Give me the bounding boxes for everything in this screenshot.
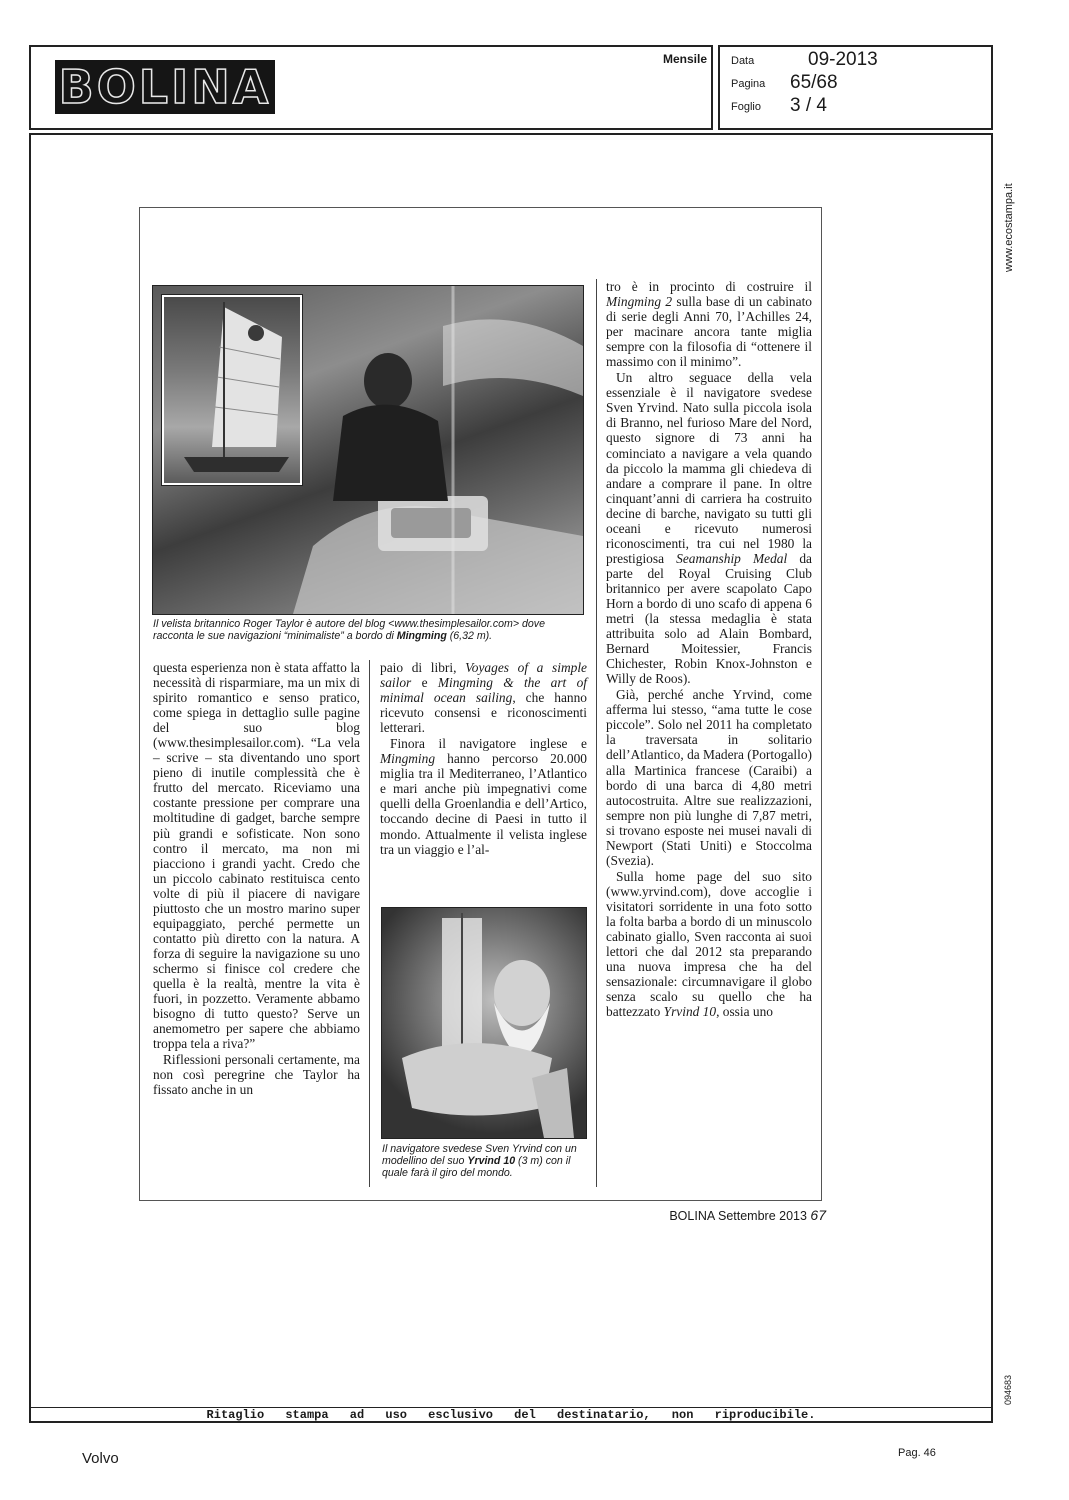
bold-text: Yrvind 10: [467, 1155, 516, 1167]
text-run: Finora il navigatore inglese e: [390, 736, 587, 752]
article-paragraph: [606, 279, 812, 369]
article-paragraph: [380, 736, 587, 856]
column-rule: [369, 660, 370, 1187]
client-name: Volvo: [82, 1450, 119, 1467]
text-run: Il velista britannico Roger Taylor è autore del blog <www.thesimplesailor.com> dove racconta le sue navigazioni “minimaliste” a bordo di: [153, 618, 545, 642]
page-folio: [560, 1207, 826, 1223]
logo-text: BOLINA: [58, 60, 272, 114]
text-run: Il navigatore svedese Sven Yrvind con un modellino del suo: [382, 1143, 577, 1167]
meta-label-page: Pagina: [731, 78, 766, 90]
text-run: , che hanno ricevuto consensi e riconoscimenti letterari.: [380, 690, 587, 736]
italic-text: Voyages of a simple sailor: [380, 660, 587, 691]
bolina-logo: [55, 60, 275, 114]
italic-text: Mingming & the art of minimal ocean sailing: [380, 675, 587, 706]
side-url: www.ecostampa.it: [1003, 183, 1015, 272]
side-code: 094683: [1003, 1374, 1013, 1406]
text-run: da parte del Royal Cruising Club britannico per avere scapolato Capo Horn a bordo di uno scafo di appena 6 metri (la stessa medaglia è stata attribuita solo ad Alain Bombard, Bernard Moitessier, Francis Chichester, Robin Knox-Johnston e Willy de Roos).: [606, 550, 812, 687]
text-run: sulla base di un cabinato di serie degli Anni 70, l’Achilles 24, per macinare ancora tante miglia sempre con la filosofia di “ottenere il massimo con il minimo”.: [606, 294, 812, 370]
meta-value-sheet: 3 / 4: [790, 95, 827, 116]
article-paragraph: [606, 370, 812, 686]
junk-sail-illustration: [164, 297, 300, 483]
article-column-right: [606, 279, 812, 1019]
frequency-label: Mensile: [662, 52, 707, 66]
article-paragraph: [153, 660, 360, 1051]
article-paragraph: [606, 869, 812, 1019]
photo-sven-yrvind: [381, 907, 587, 1139]
yrvind-model-illustration: [382, 908, 586, 1138]
italic-text: Yrvind 10: [663, 1004, 717, 1020]
photo-junk-sail-inset: [162, 295, 302, 485]
text-run: (6,32 m).: [446, 630, 493, 642]
article-column-middle: [380, 660, 587, 857]
caption-yrvind: [382, 1143, 588, 1179]
italic-text: Seamanship Medal: [676, 550, 788, 566]
text-run: tro è in procinto di costruire il: [606, 279, 812, 294]
meta-value-page: 65/68: [790, 72, 838, 93]
meta-label-date: Data: [731, 55, 755, 67]
page-number: Pag. 46: [898, 1447, 936, 1459]
text-run: paio di libri,: [380, 660, 466, 675]
text-run: , ossia uno: [716, 1004, 773, 1020]
article-column-left: [153, 660, 360, 1097]
text-run: Sulla home page del suo sito (www.yrvind.com), dove accoglie i visitatori sorridente in una foto sotto la folta barba a bordo di un minuscolo cabinato giallo, Sven racconta ai suoi lettori che dal 2012 sta preparando una nuova impresa che ha del sensazionale: circumnavigare il globo senza scalo su quello che ha battezzato: [606, 868, 812, 1020]
text-run: hanno percorso 20.000 miglia tra il Mediterraneo, l’Atlantico e mari anche più impegnativi come quelli della Groenlandia e dell’Artico, toccando decine di Paesi in tutto il mondo. Attualmente il velista inglese tra un viaggio e l’al-: [380, 751, 587, 857]
folio-magazine: BOLINA Settembre 2013: [669, 1209, 807, 1223]
text-run: e: [411, 675, 438, 691]
bold-text: Mingming: [396, 630, 447, 642]
article-paragraph: [380, 660, 587, 735]
text-run: Riflessioni personali certamente, ma non così peregrine che Taylor ha fissato anche in un: [153, 1052, 360, 1098]
text-run: Un altro seguace della vela essenziale è il navigatore svedese Sven Yrvind. Nato sulla piccola isola di Branno, nel furioso Mare del Nord, questo signore di 73 anni ha cominciato a navigare a vela quando da piccolo la mamma gli chiedeva di andare a comprare il pane. In oltre cinquant’anni di carriera ha costruito decine di barche, navigato su tutti gli oceani e ricevuto numerosi riconoscimenti, tra cui nel 1980 la prestigiosa: [606, 370, 812, 566]
text-run: (3 m) con il quale farà il giro del mondo.: [382, 1155, 571, 1179]
meta-value-date: 09-2013: [808, 49, 878, 70]
italic-text: Mingming 2: [606, 294, 673, 310]
reproduction-disclaimer: Ritaglio stampa ad uso esclusivo del destinatario, non riproducibile.: [31, 1407, 991, 1424]
folio-page-number: 67: [810, 1207, 826, 1223]
article-paragraph: [153, 1052, 360, 1097]
text-run: Già, perché anche Yrvind, come afferma lui stesso, “ama tutte le cose piccole”. Solo nel 2011 ha completato la traversata in solitario dell’Atlantico, da Madera (Portogallo) alla Martinica francese (Caraibi) a bordo di una barca di 4,80 metri autocostruita. Altre sue realizzazioni, sempre non più lunghe di 7,87 metri, si trovano esposte nei musei navali di Newport (Stati Uniti) e Stoccolma (Svezia).: [606, 687, 812, 868]
column-rule: [596, 279, 597, 1187]
text-run: questa esperienza non è stata affatto la necessità di risparmiare, ma un mix di spirito romantico e senso pratico, come spiega in dettaglio sulle pagine del suo blog (www.thesimplesailor.com). “La vela – scrive – sta diventando uno sport pieno di inutile complessità che è frutto del mercato. Riceviamo una costante pressione per comprare una moltitudine di gadget, barche sempre più grandi e sofisticate. Non sono contro il mercato, ma non mi piacciono i grandi yacht. Credo che un piccolo cabinato restituisca cento volte di più il piacere di navigare piuttosto che un mostro marino super equipaggiato, perché permette un contatto più diretto con la natura. A forza di seguire la navigazione su uno schermo si finisce col credere che quella è la realtà, mentre la vita è fuori, in pozzetto. Veramente abbamo bisogno di tutto questo? Serve un anemometro per sapere che abbiamo troppa tela a riva?”: [153, 660, 360, 1052]
italic-text: Mingming: [380, 751, 436, 767]
meta-label-sheet: Foglio: [731, 101, 761, 113]
caption-taylor: [153, 618, 585, 642]
article-paragraph: [606, 687, 812, 868]
